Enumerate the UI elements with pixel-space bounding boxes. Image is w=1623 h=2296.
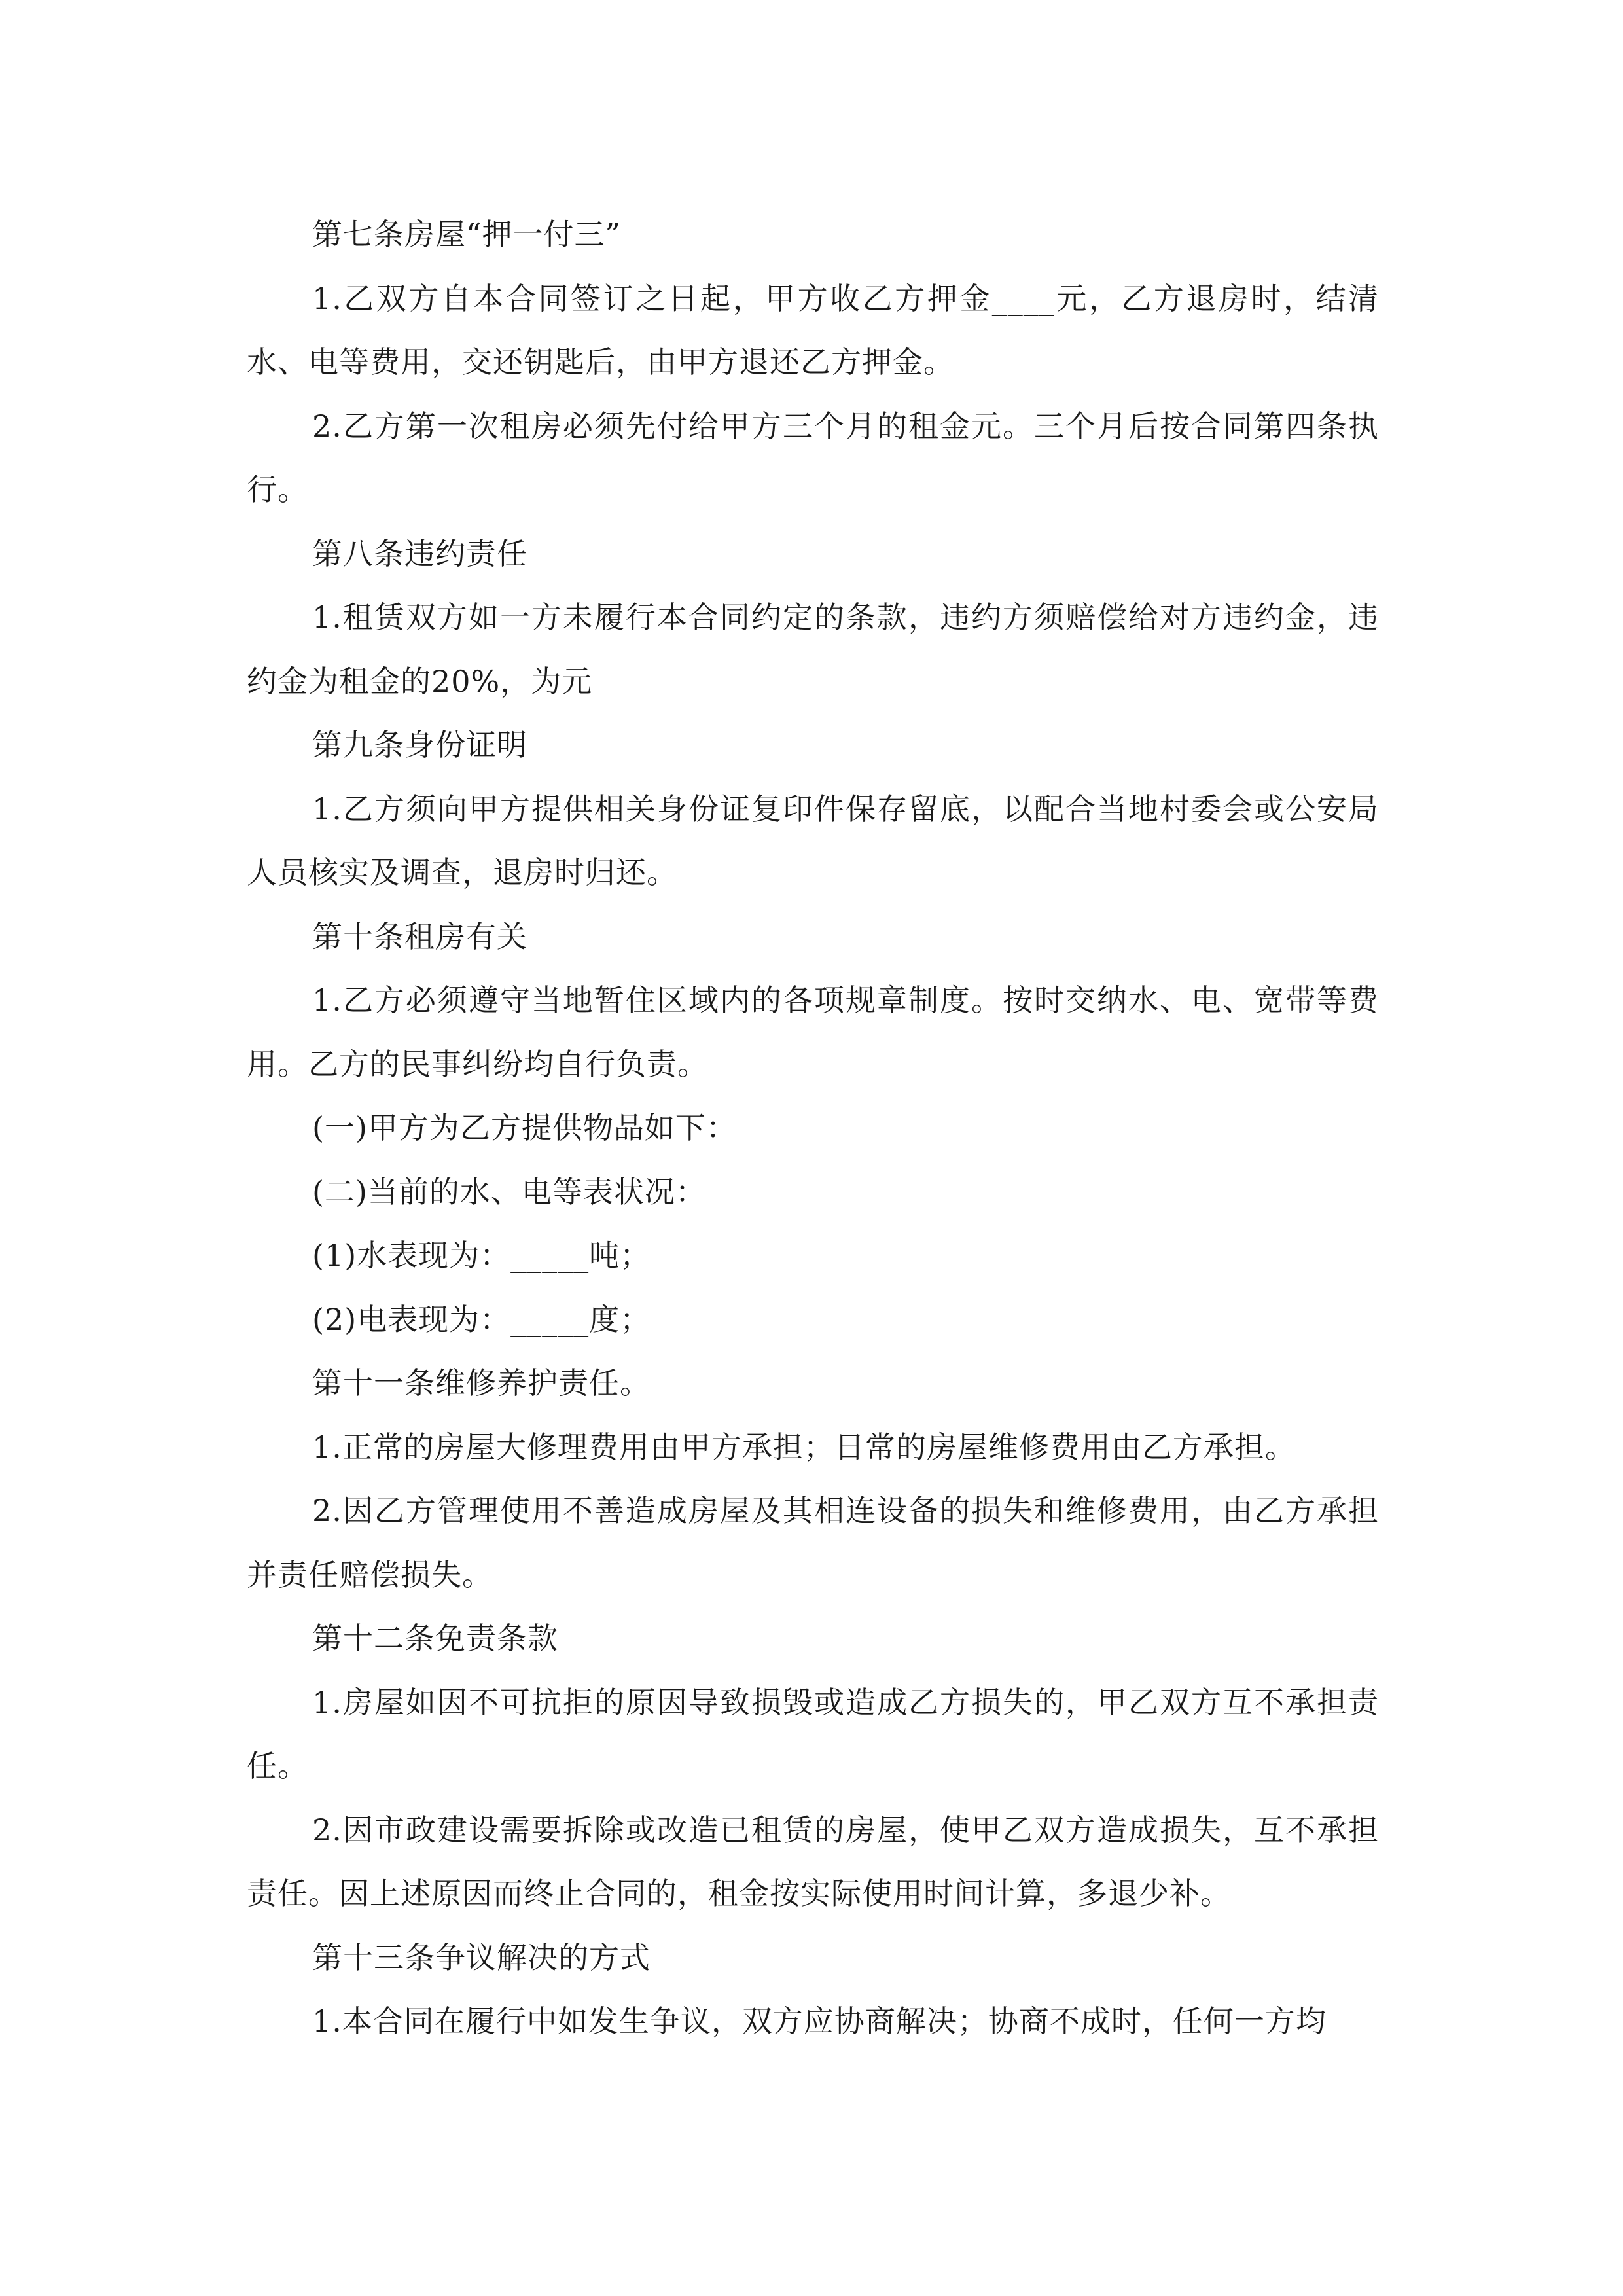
- article-7-heading: 第七条房屋“押一付三”: [312, 217, 622, 252]
- article-10-clause-1: 1.乙方必须遵守当地暂住区域内的各项规章制度。按时交纳水、电、宽带等费用。乙方的民事纠纷均自行负责。: [247, 982, 1379, 1082]
- article-11-clause-1: 1.正常的房屋大修理费用由甲方承担；日常的房屋维修费用由乙方承担。: [312, 1429, 1296, 1465]
- article-9-heading: 第九条身份证明: [312, 727, 527, 762]
- water-meter-reading: (1)水表现为：_____吨；: [312, 1238, 651, 1273]
- article-8-heading: 第八条违约责任: [312, 535, 527, 571]
- article-12-heading: 第十二条免责条款: [312, 1621, 558, 1656]
- article-8-clause-1: 1.租赁双方如一方未履行本合同约定的条款，违约方须赔偿给对方违约金，违约金为租金的20%，为元: [247, 600, 1379, 699]
- article-10-heading: 第十条租房有关: [312, 918, 527, 954]
- electricity-meter-reading: (2)电表现为：_____度；: [312, 1301, 651, 1337]
- article-7-clause-1: 1.乙双方自本合同签订之日起，甲方收乙方押金____元，乙方退房时，结清水、电等费用，交还钥匙后，由甲方退还乙方押金。: [247, 280, 1379, 380]
- article-12-clause-2: 2.因市政建设需要拆除或改造已租赁的房屋，使甲乙双方造成损失，互不承担责任。因上述原因而终止合同的，租金按实际使用时间计算，多退少补。: [247, 1812, 1379, 1911]
- document-body: [247, 203, 1379, 2054]
- article-11-clause-2: 2.因乙方管理使用不善造成房屋及其相连设备的损失和维修费用，由乙方承担并责任赔偿损失。: [247, 1493, 1379, 1592]
- article-11-heading: 第十一条维修养护责任。: [312, 1365, 651, 1401]
- article-10-item-2: (二)当前的水、电等表状况：: [312, 1174, 706, 1210]
- article-9-clause-1: 1.乙方须向甲方提供相关身份证复印件保存留底，以配合当地村委会或公安局人员核实及调查，退房时归还。: [247, 791, 1379, 890]
- article-12-clause-1: 1.房屋如因不可抗拒的原因导致损毁或造成乙方损失的，甲乙双方互不承担责任。: [247, 1684, 1379, 1784]
- article-13-heading: 第十三条争议解决的方式: [312, 1939, 651, 1975]
- article-7-clause-2: 2.乙方第一次租房必须先付给甲方三个月的租金元。三个月后按合同第四条执行。: [247, 408, 1379, 507]
- article-10-item-1: (一)甲方为乙方提供物品如下：: [312, 1110, 737, 1145]
- article-13-clause-1: 1.本合同在履行中如发生争议，双方应协商解决；协商不成时，任何一方均: [312, 2003, 1327, 2039]
